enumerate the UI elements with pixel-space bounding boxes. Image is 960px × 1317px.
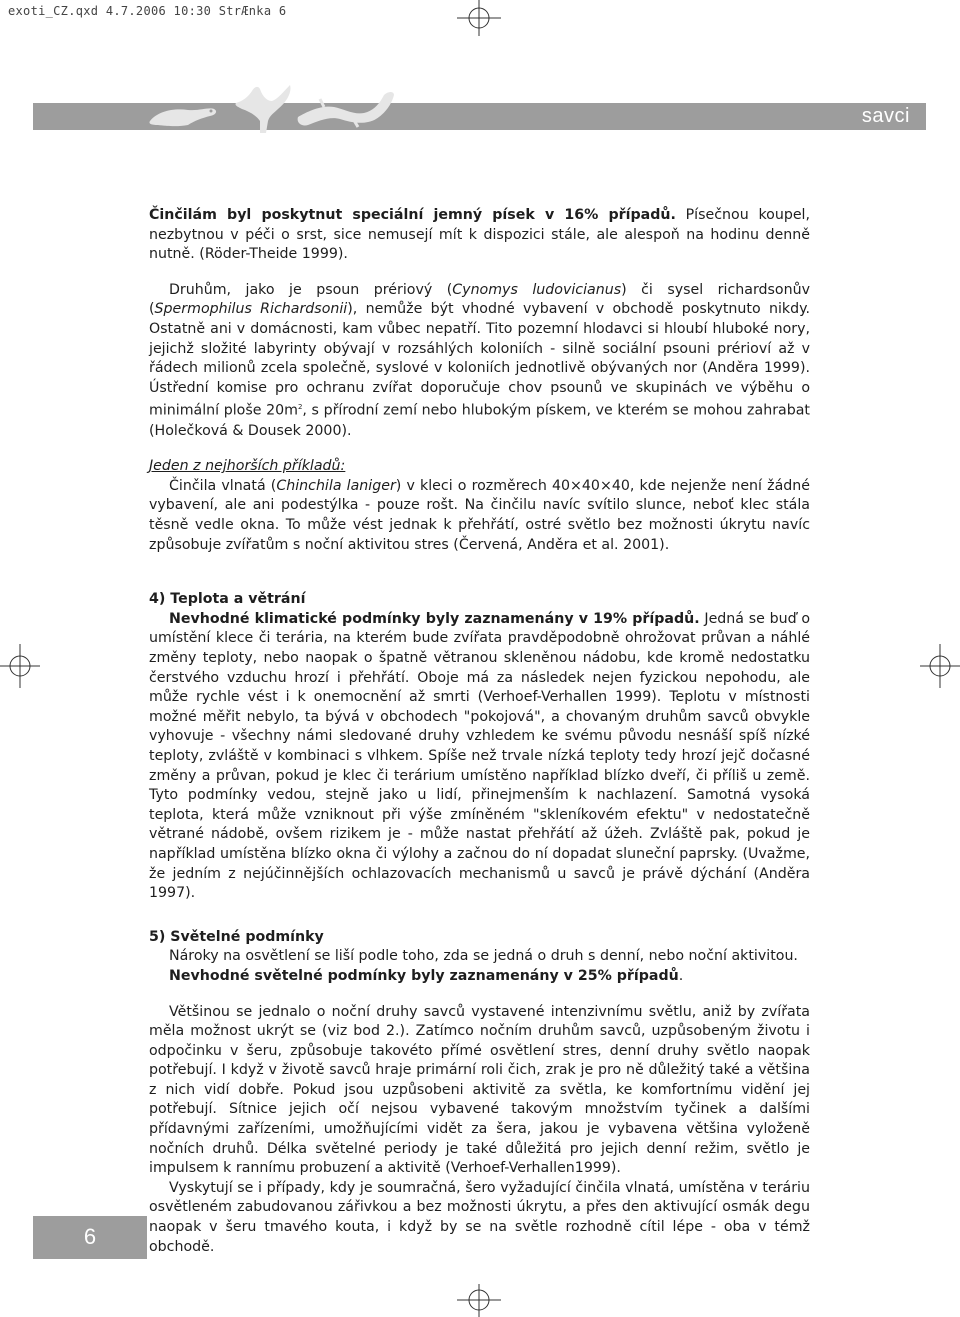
paragraph-text: Většinou se jednalo o noční druhy savců vystavené intenzivnímu světlu, aniž by zvířata měla možnost ukrýt se (viz bod 2.). Zatímco nočním druhům savců, uzpůsobeným životu i odpočinku v šeru, způsobuje takovéto přímé osvětlení stres, denní druhy světlo naopak potřebují. I když v životě savců hraje primární roli čich, zrak je pro ně důležitý také a většina z nich vidí dobře. Pokud jsou uzpůsobeni aktivitě za světla, ke komfortnímu vidění jej potřebují. Sítnice jejich očí nejsou vybavené takovým množstvím tyčinek a dalšími přídavnými zařízeními, umožňujícími vidět za šera, jakou je vybavena většina vyloženě nočních druhů. Délka světelné periody je také důležitá pro jejich denní režim, světlo je impulsem k rannímu probuzení a aktivitě (Verhoef-Verhallen1999). — [149, 1003, 810, 1177]
finding-highlight: Činčilám byl poskytnut speciální jemný písek v 16% případů. — [149, 207, 676, 223]
paragraph-text: Písečnou koupel, nezbytnou v péči o srst, sice nemusejí mít k dispozici stále, ale alespoň na hodinu denně nutně. (Röder-Theide 1999). — [149, 207, 811, 263]
underlined-heading: Jeden z nejhorších příkladů: — [149, 458, 346, 475]
page-number: 6 — [83, 1224, 97, 1249]
registration-mark-top — [457, 0, 501, 36]
paragraph-text: Činčila vlnatá ( — [169, 477, 277, 494]
paragraph-chinchilla-sand — [149, 206, 810, 265]
section-5-paragraph-1 — [149, 1003, 810, 1179]
header-band — [33, 103, 926, 130]
registration-mark-right — [920, 644, 960, 688]
registration-mark-left — [0, 644, 40, 688]
paragraph-worst-example — [149, 477, 810, 555]
section-title: 5) Světelné podmínky — [149, 928, 324, 945]
paragraph-text: Vyskytují se i případy, kdy je soumračná, šero vyžadující činčila vlnatá, umístěna v teráriu osvětleném zabudovanou zářivkou a bez možnosti úkrytu, a přes den aktivující osmák degu naopak v šeru tmavého kouta, i když by se na světle rozhodně cítil lépe - oba v témž obchodě. — [149, 1179, 810, 1255]
section-5-paragraph-2 — [149, 1179, 810, 1257]
paragraph-text: Jedná se buď o umístění klece či terária, na kterém bude zvířata pravděpodobně ohrožovat průvan a náhlé změny teploty, nebo naopak o špatně větranou skleněnou nádobu, kde kromě nedostatku čerstvého vzduchu hrozí i přehřátí. Oboje má za následek nejen fyzickou nepohodu, ale může rychle vést i k onemocnění až smrti (Verhoef-Verhallen 1999). Teplotu v místnosti možné měřit nebylo, ta bývá v obchodech "pokojová", a chovaným druhům savců obvykle vyhovuje - všechny námi sledované druhy vzhledem ke svému původu nesnáší spíš nízké teploty, zvláště v kombinaci s vlhkem. Spíše než trvale nízká teploty tedy hrozí jejč dočasné změny a průvan, pokud je klec či terárium umístěno například blízko dveří, či příliš u země. Tyto podmínky vedou, stejně jako u lidí, přinejmenším k nachlazení. Samotná vysoká teplota, která může vzniknout při výše zmíněném "skleníkovém efektu" v nedostatečně větrané nádobě, ovšem rizikem je - může nastat přehřátí až úžeh. Zvláště pak, pokud je například umístěna blízko okna či výlohy a začnou do ní dopadat sluneční paprsky. (Uvažme, že jedním z nejúčinnějších ochlazovacích mechanismů u savců je právě dýchání (Anděra 1997). — [149, 610, 810, 902]
paragraph-text: . — [678, 967, 684, 984]
paragraph-text: Nároky na osvětlení se liší podle toho, zda se jedná o druh s denní, nebo noční aktivitou. — [169, 948, 798, 965]
article-body — [149, 206, 810, 1257]
worst-example-heading — [149, 457, 810, 477]
section-5 — [149, 928, 810, 1258]
animal-silhouettes-icon — [148, 81, 398, 133]
paragraph-prairie-dogs — [149, 281, 810, 441]
section-label: savci — [861, 105, 910, 127]
registration-mark-bottom — [457, 1284, 501, 1317]
finding-highlight: Nevhodné klimatické podmínky byly zaznamenány v 19% případů. — [169, 610, 700, 627]
section-4 — [149, 590, 810, 904]
section-4-text — [149, 610, 810, 904]
species-name: Spermophilus Richardsonii — [154, 301, 348, 318]
paragraph-text: Druhům, jako je psoun prériový ( — [169, 281, 453, 298]
superscript: 2 — [297, 403, 303, 412]
page-number-box — [33, 1216, 147, 1259]
paragraph-text: ) či sysel richardsonův ( — [149, 281, 810, 318]
paragraph-text: ), nemůže být vhodné vybavení v obchodě poskytnuto nikdy. Ostatně ani v domácnosti, kam vůbec nepatří. Tito pozemní hlodavci si hloubí hluboké nory, jejichž složité labyrinty obývají v rozsáhlých koloniích - silně sociální psouni prérioví až v řádech milionů zcela společně, syslové v koloniích jednotlivě obývaných nor (Anděra 1999). Ústřední komise pro ochranu zvířat doporučuje chov psounů ve skupinách ve výběhu o minimální ploše 20m — [149, 301, 810, 420]
species-name: Cynomys ludovicianus — [452, 281, 622, 298]
section-4-title — [149, 590, 810, 610]
print-slug: exoti_CZ.qxd 4.7.2006 10:30 StrÆnka 6 — [8, 4, 287, 18]
section-5-intro — [149, 947, 810, 967]
paragraph-text: , s přírodní zemí nebo hlubokým pískem, ve kterém se mohou zahrabat (Holečková & Dousek 2000). — [149, 403, 810, 439]
finding-highlight: Nevhodné světelné podmínky byly zaznamenány v 25% případů — [169, 967, 679, 984]
section-title: 4) Teplota a větrání — [149, 591, 306, 608]
section-5-title — [149, 928, 810, 948]
paragraph-text: ) v kleci o rozměrech 40×40×40, kde nejenže není žádné vybavení, ale ani podestýlka - pouze rošt. Na činčilu navíc svítilo slunce, neboť klec stála těsně vedle okna. To může vést jednak k přehřátí, ostré světlo bez možnosti úkrytu navíc způsobuje zvířatům s noční aktivitou stres (Červená, Anděra et al. 2001). — [149, 477, 810, 553]
section-5-finding — [149, 967, 810, 987]
species-name: Chinchila laniger — [276, 477, 396, 494]
